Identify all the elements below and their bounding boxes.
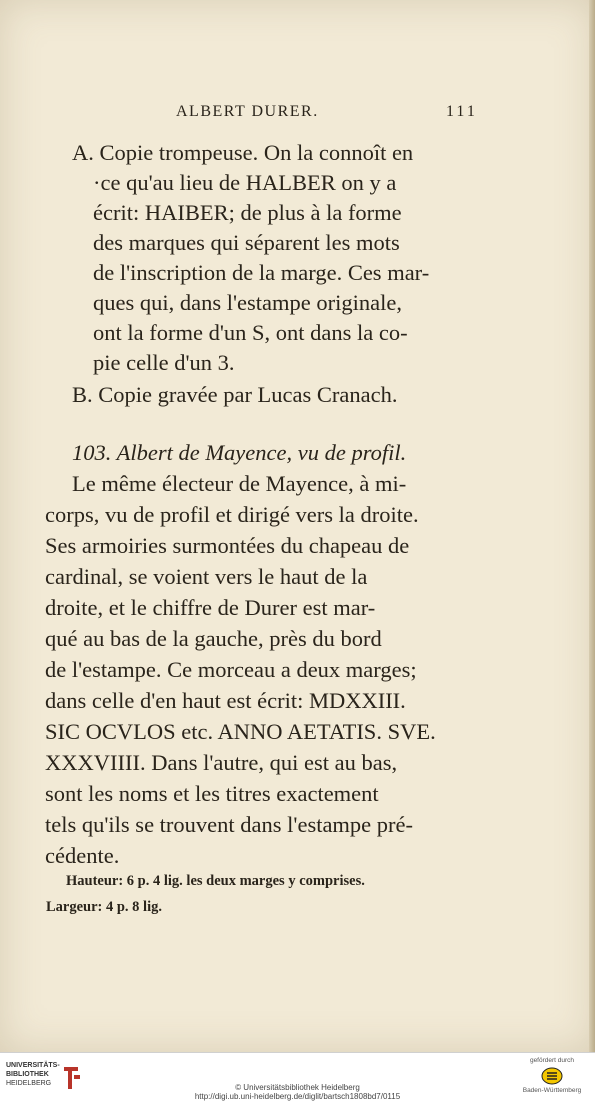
body-line: pie celle d'un 3. xyxy=(93,350,235,375)
body-line: des marques qui séparent les mots xyxy=(93,230,400,255)
body-line: A. Copie trompeuse. On la connoît en xyxy=(72,140,414,165)
library-name: UNIVERSITÄTS- xyxy=(6,1062,60,1069)
body-line: écrit: HAIBER; de plus à la forme xyxy=(93,200,402,225)
page-edge xyxy=(589,0,595,1052)
body-line: sont les noms et les titres exactement xyxy=(45,781,379,806)
body-line: ont la forme d'un S, ont dans la co- xyxy=(93,320,408,345)
body-line: SIC OCVLOS etc. ANNO AETATIS. SVE. xyxy=(45,719,436,744)
body-line: corps, vu de profil et dirigé vers la droite. xyxy=(45,502,419,527)
entry-title: 103. Albert de Mayence, vu de profil. xyxy=(72,440,407,465)
body-line: de l'estampe. Ce morceau a deux marges; xyxy=(45,657,417,682)
body-line: B. Copie gravée par Lucas Cranach. xyxy=(72,382,398,407)
running-head: ALBERT DURER. xyxy=(176,103,319,120)
body-line: ques qui, dans l'estampe originale, xyxy=(93,290,402,315)
body-line: Le même électeur de Mayence, à mi- xyxy=(72,471,407,496)
funder-block xyxy=(517,1057,587,1094)
library-name: HEIDELBERG xyxy=(6,1080,52,1087)
body-line: tels qu'ils se trouvent dans l'estampe pré- xyxy=(45,812,414,837)
measure-largeur: Largeur: 4 p. 8 lig. xyxy=(46,899,162,915)
body-line: droite, et le chiffre de Durer est mar- xyxy=(45,595,376,620)
body-line: XXXVIIII. Dans l'autre, qui est au bas, xyxy=(45,750,398,775)
body-line: de l'inscription de la marge. Ces mar- xyxy=(93,260,430,285)
state-crest-icon xyxy=(541,1067,563,1085)
body-line: cardinal, se voient vers le haut de la xyxy=(45,564,368,589)
source-url-link[interactable]: http://digi.ub.uni-heidelberg.de/diglit/bartsch1808bd7/0115 xyxy=(194,1092,401,1101)
measure-hauteur: Hauteur: 6 p. 4 lig. les deux marges y comprises. xyxy=(66,873,365,889)
funded-by-label: gefördert durch xyxy=(529,1057,575,1064)
page-number: 111 xyxy=(446,103,478,120)
body-line: ·ce qu'au lieu de HALBER on y a xyxy=(93,170,397,195)
funder-name: Baden-Württemberg xyxy=(522,1087,582,1094)
body-line: qué au bas de la gauche, près du bord xyxy=(45,626,382,651)
copyright-text: © Universitätsbibliothek Heidelberg xyxy=(235,1083,360,1092)
body-line: cédente. xyxy=(45,843,120,868)
library-name: BIBLIOTHEK xyxy=(6,1071,49,1078)
footer-bar xyxy=(0,1052,595,1101)
body-line: Ses armoiries surmontées du chapeau de xyxy=(45,533,410,558)
body-line: dans celle d'en haut est écrit: MDXXIII. xyxy=(45,688,406,713)
